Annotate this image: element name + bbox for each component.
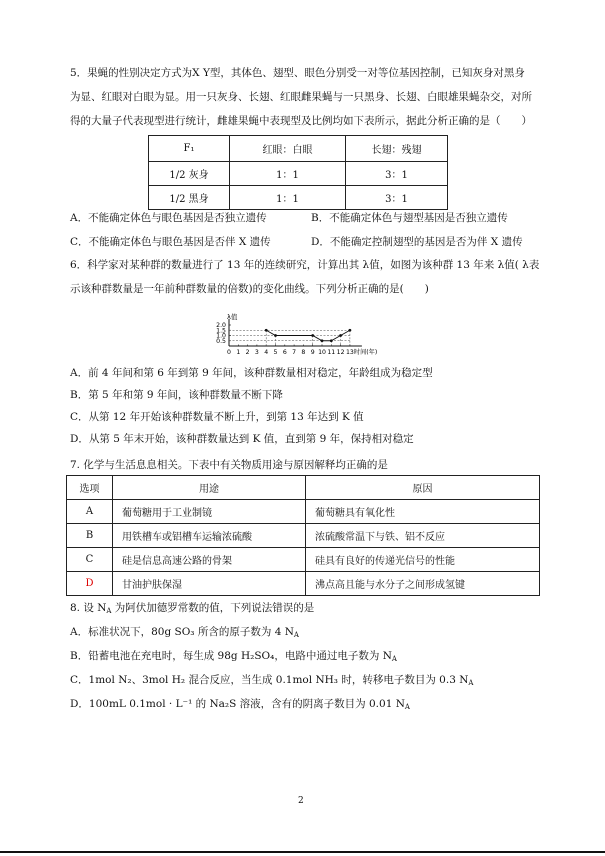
table-cell: 浓硫酸常温下与铁、铝不反应 (306, 524, 540, 548)
q5-option-a: A．不能确定体色与眼色基因是否独立遗传 (70, 212, 267, 224)
q8-option-d-text: D．100mL 0.1mol · L⁻¹ 的 Na₂S 溶液，含有的阴离子数目为 0.01 $N_A$ (70, 698, 410, 711)
q5-stem-line1: 5．果蝇的性别决定方式为X Y型，其体色、翅型、眼色分别受一对等位基因控制，已知灰身对黑身 (70, 67, 525, 79)
q6-stem-line1: 6．科学家对某种群的数量进行了 13 年的连续研究，计算出其 λ值，如图为该种群 13 年来 λ值( λ表 (70, 259, 540, 271)
q5-stem-line3: 得的大量子代表现型进行统计，雌雄果蝇中表现型及比例均如下表所示，据此分析正确的是（ ） (70, 115, 532, 127)
data-point (274, 334, 277, 337)
table-cell: 1/2 灰身 (149, 162, 230, 186)
x-tick-label: 1 (236, 349, 241, 356)
q6-option-b: B．第 5 年和第 9 年间，该种群数量不断下降 (70, 389, 283, 401)
data-point (339, 334, 342, 337)
data-point (349, 329, 352, 332)
q6-option-a: A．前 4 年间和第 6 年到第 9 年间，该种群数量相对稳定，年龄组成为稳定型 (70, 367, 433, 379)
x-tick-label: 0 (227, 349, 231, 356)
table-row (67, 500, 540, 524)
x-tick-label: 12 (336, 349, 345, 356)
x-axis-label: 时间(年) (353, 349, 378, 356)
table-cell: 3：1 (346, 186, 448, 210)
y-tick-label: 0.5 (216, 337, 226, 345)
q5-stem-line2: 为显、红眼对白眼为显。用一只灰身、长翅、红眼雌果蝇与一只黑身、长翅、白眼雄果蝇杂交，对所 (70, 91, 532, 103)
x-tick-label: 7 (292, 349, 297, 356)
y-axis-label: λ值 (227, 313, 238, 321)
table-cell: 1/2 黑身 (149, 186, 230, 210)
data-point (265, 329, 268, 332)
table-cell: 红眼：白眼 (230, 136, 346, 162)
q7-table (66, 475, 540, 596)
table-cell: 长翅：残翅 (346, 136, 448, 162)
table-cell: 用铁槽车或铝槽车运输浓硫酸 (113, 524, 306, 548)
q5-option-d: D．不能确定控制翅型的基因是否为伴 X 遗传 (311, 236, 523, 248)
table-row (67, 548, 540, 572)
table-cell: 1：1 (230, 186, 346, 210)
data-point (330, 339, 333, 342)
table-cell-highlighted: D (67, 572, 113, 596)
bottom-rule (0, 851, 605, 853)
q8-stem-text: 8. 设 $N_A$ 为阿伏加德罗常数的值，下列说法错误的是 (70, 602, 315, 615)
y-tick-label: 1.0 (216, 332, 226, 340)
x-tick-label: 4 (264, 349, 269, 356)
table-cell: 硅具有良好的传递光信号的性能 (306, 548, 540, 572)
lambda-series-line (266, 330, 350, 341)
table-cell: 3：1 (346, 162, 448, 186)
q6-stem-line2: 示该种群数量是一年前种群数量的倍数)的变化曲线。下列分析正确的是( ) (70, 283, 429, 295)
q8-option-b (70, 650, 397, 666)
q8-option-c (70, 674, 473, 690)
table-cell: 甘油护肤保湿 (113, 572, 306, 596)
table-cell: C (67, 548, 113, 572)
table-row (149, 186, 448, 210)
table-cell: 用途 (113, 476, 306, 500)
x-tick-label: 6 (282, 349, 287, 356)
q7-stem: 7. 化学与生活息息相关。下表中有关物质用途与原因解释均正确的是 (70, 459, 388, 471)
x-tick-label: 8 (301, 349, 306, 356)
table-row (149, 162, 448, 186)
table-row (67, 524, 540, 548)
table-cell: A (67, 500, 113, 524)
table-cell: 1：1 (230, 162, 346, 186)
x-tick-label: 11 (327, 349, 336, 356)
lambda-chart (205, 300, 420, 362)
x-tick-label: 10 (318, 349, 326, 356)
x-tick-label: 5 (273, 349, 278, 356)
table-cell: B (67, 524, 113, 548)
page-number: 2 (298, 796, 304, 806)
data-point (311, 334, 314, 337)
q8-option-a (70, 626, 299, 642)
table-row (67, 572, 540, 596)
table-cell: 硅是信息高速公路的骨架 (113, 548, 306, 572)
x-tick-label: 13 (345, 349, 354, 356)
q8-option-d (70, 698, 410, 714)
q8-option-c-text: C．1mol N₂、3mol H₂ 混合反应，当生成 0.1mol NH₃ 时，转移电子数目为 0.3 $N_A$ (70, 674, 474, 687)
table-cell: F₁ (149, 136, 230, 162)
table-header-row (67, 476, 540, 500)
q8-option-a-text: A．标准状况下，80g SO₃ 所含的原子数为 4 $N_A$ (70, 626, 299, 639)
q6-option-d: D．从第 5 年末开始，该种群数量达到 K 值，直到第 9 年，保持相对稳定 (70, 433, 414, 445)
table-cell: 原因 (306, 476, 540, 500)
table-cell: 葡萄糖用于工业制镜 (113, 500, 306, 524)
x-tick-label: 9 (310, 349, 315, 356)
q5-option-b: B．不能确定体色与翅型基因是否独立遗传 (311, 212, 508, 224)
table-header-row (149, 136, 448, 162)
x-tick-label: 3 (254, 349, 259, 356)
q6-option-c: C．从第 12 年开始该种群数量不断上升，到第 13 年达到 K 值 (70, 411, 364, 423)
y-tick-label: 2.0 (216, 322, 226, 330)
table-cell: 沸点高且能与水分子之间形成氢键 (306, 572, 540, 596)
q5-table (148, 135, 448, 210)
q8-option-b-text: B．铅蓄电池在充电时，每生成 98g H₂SO₄，电路中通过电子数为 $N_A$ (70, 650, 397, 663)
x-tick-label: 2 (245, 349, 250, 356)
table-cell: 选项 (67, 476, 113, 500)
q5-option-c: C．不能确定体色与眼色基因是否伴 X 遗传 (70, 236, 271, 248)
table-cell: 葡萄糖具有氧化性 (306, 500, 540, 524)
y-tick-label: 1.5 (216, 327, 226, 335)
data-point (321, 339, 324, 342)
q8-stem (70, 602, 540, 618)
